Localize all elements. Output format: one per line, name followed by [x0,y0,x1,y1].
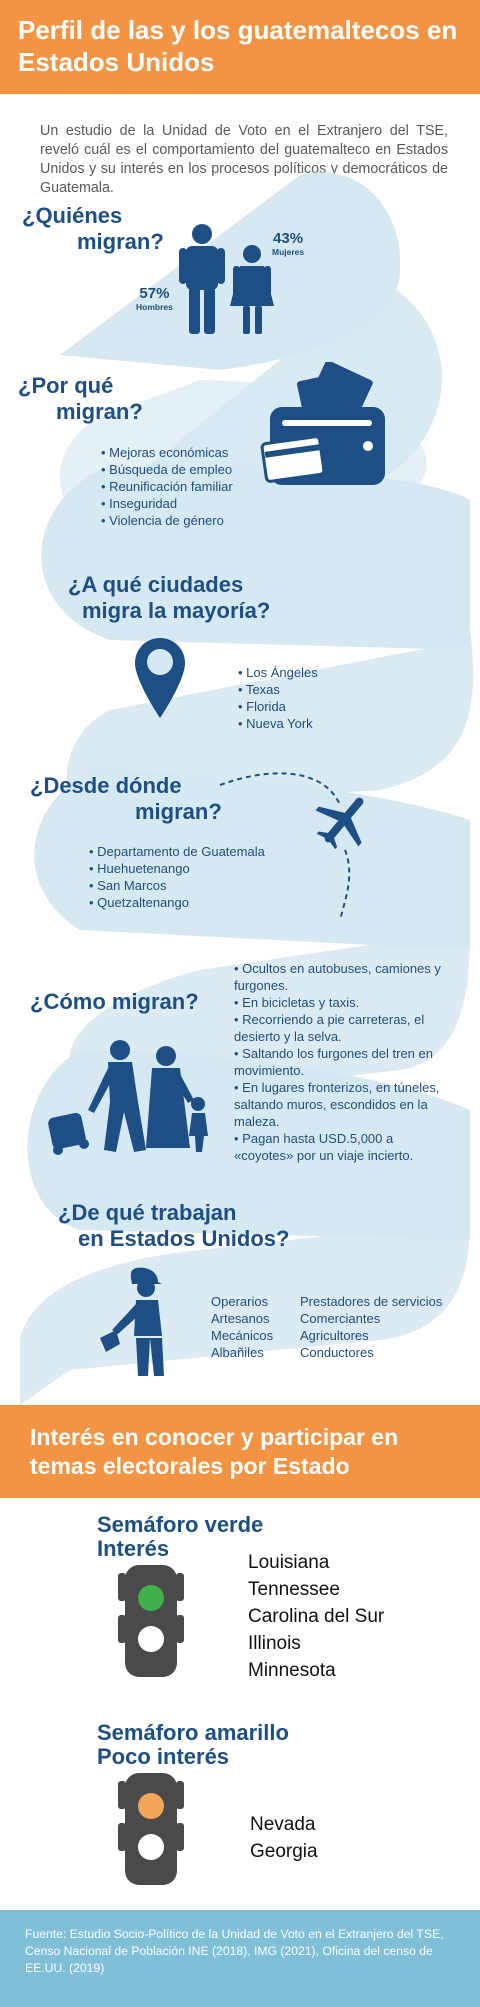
list-item: • En lugares fronterizos, en túneles, saltando muros, escondidos en la maleza. [234,1079,456,1130]
yellow-light-title [97,1721,289,1769]
job-item: Agricultores [300,1328,369,1343]
airplane-icon [312,788,376,852]
migrant-family-icon [48,1040,223,1160]
green-traffic-light-icon [118,1565,184,1677]
origin-list [89,843,265,911]
map-pin-icon [135,638,185,718]
cities-list [238,664,318,732]
list-item: • Reunificación familiar [101,478,233,495]
list-item: • Mejoras económicas [101,444,233,461]
header-banner [0,0,480,94]
green-light-title [97,1513,263,1561]
why-list [101,444,233,529]
state-item: Georgia [250,1841,318,1862]
list-item: • Nueva York [238,715,318,732]
why-title-line2: migran? [56,399,143,424]
women-stat [272,230,304,257]
intro-paragraph: Un estudio de la Unidad de Voto en el Extranjero del TSE, reveló cuál es el comportamiento del guatemalteco en Estados Unidos y su interés en los procesos políticos y democráticos de Guatemala. [40,123,448,197]
yellow-title-line1: Semáforo amarillo [97,1720,289,1745]
cities-title [68,572,270,624]
worker-icon [98,1264,183,1379]
cities-title-line2: migra la mayoría? [82,598,271,623]
men-stat [136,285,173,312]
list-item: • Florida [238,698,318,715]
job-item: Artesanos [211,1311,270,1326]
state-item: Tennessee [248,1579,340,1600]
women-label: Mujeres [272,247,305,257]
green-states-list [248,1549,384,1684]
who-title-line2: migran? [77,229,164,254]
state-item: Louisiana [248,1552,330,1573]
state-item: Nevada [250,1814,316,1835]
man-woman-icon [170,222,285,337]
yellow-states-list [250,1811,318,1865]
list-item: • Los Ángeles [238,664,318,681]
origin-title [30,773,222,825]
list-item: • Pagan hasta USD.5,000 a «coyotes» por un viaje incierto. [234,1130,456,1164]
page-title: Perfil de las y los guatemaltecos en Estados Unidos [18,15,458,77]
state-item: Illinois [248,1633,301,1654]
job-item: Conductores [300,1345,374,1360]
state-item: Minnesota [248,1660,336,1681]
jobs-column-2 [300,1293,442,1361]
list-item: • Recorriendo a pie carreteras, el desierto y la selva. [234,1011,456,1045]
why-title-line1: ¿Por qué [18,373,114,398]
origin-title-line2: migran? [135,799,222,824]
yellow-traffic-light-icon [118,1773,184,1885]
how-list [234,960,456,1164]
state-item: Carolina del Sur [248,1606,385,1627]
who-title [22,203,164,255]
men-percent: 57% [139,285,170,302]
job-item: Operarios [211,1294,269,1309]
list-item: • Ocultos en autobuses, camiones y furgones. [234,960,456,994]
job-item: Mecánicos [211,1328,274,1343]
job-item: Prestadores de servicios [300,1294,443,1309]
yellow-title-line2: Poco interés [97,1744,230,1769]
list-item: • Saltando los furgones del tren en movimiento. [234,1045,456,1079]
list-item: • Departamento de Guatemala [89,843,265,860]
list-item: • Texas [238,681,318,698]
list-item: • Inseguridad [101,495,233,512]
how-title: ¿Cómo migran? [30,989,199,1014]
why-title [18,373,143,425]
list-item: • Búsqueda de empleo [101,461,233,478]
jobs-column-1 [211,1293,273,1361]
list-item: • Huehuetenango [89,860,265,877]
men-label: Hombres [136,302,173,312]
interest-banner [0,1405,480,1498]
list-item: • En bicicletas y taxis. [234,994,456,1011]
work-title-line2: en Estados Unidos? [78,1226,290,1251]
work-title [58,1200,289,1252]
work-title-line1: ¿De qué trabajan [58,1200,237,1225]
job-item: Comerciantes [300,1311,381,1326]
job-item: Albañiles [211,1345,264,1360]
footer-source [0,1910,480,2007]
wallet-icon [260,362,390,487]
women-percent: 43% [273,230,304,247]
green-title-line2: Interés [97,1536,170,1561]
list-item: • San Marcos [89,877,265,894]
green-title-line1: Semáforo verde [97,1512,264,1537]
interest-title: Interés en conocer y participar en temas electorales por Estado [30,1424,399,1479]
source-text: Fuente: Estudio Socio-Político de la Unidad de Voto en el Extranjero del TSE, Censo Nacional de Población INE (2018), IMG (2021), Oficina del censo de EE.UU. (2019) [25,1927,444,1975]
origin-title-line1: ¿Desde dónde [30,773,182,798]
cities-title-line1: ¿A qué ciudades [68,572,244,597]
list-item: • Quetzaltenango [89,894,265,911]
list-item: • Violencia de género [101,512,233,529]
who-title-line1: ¿Quiénes [22,203,123,228]
